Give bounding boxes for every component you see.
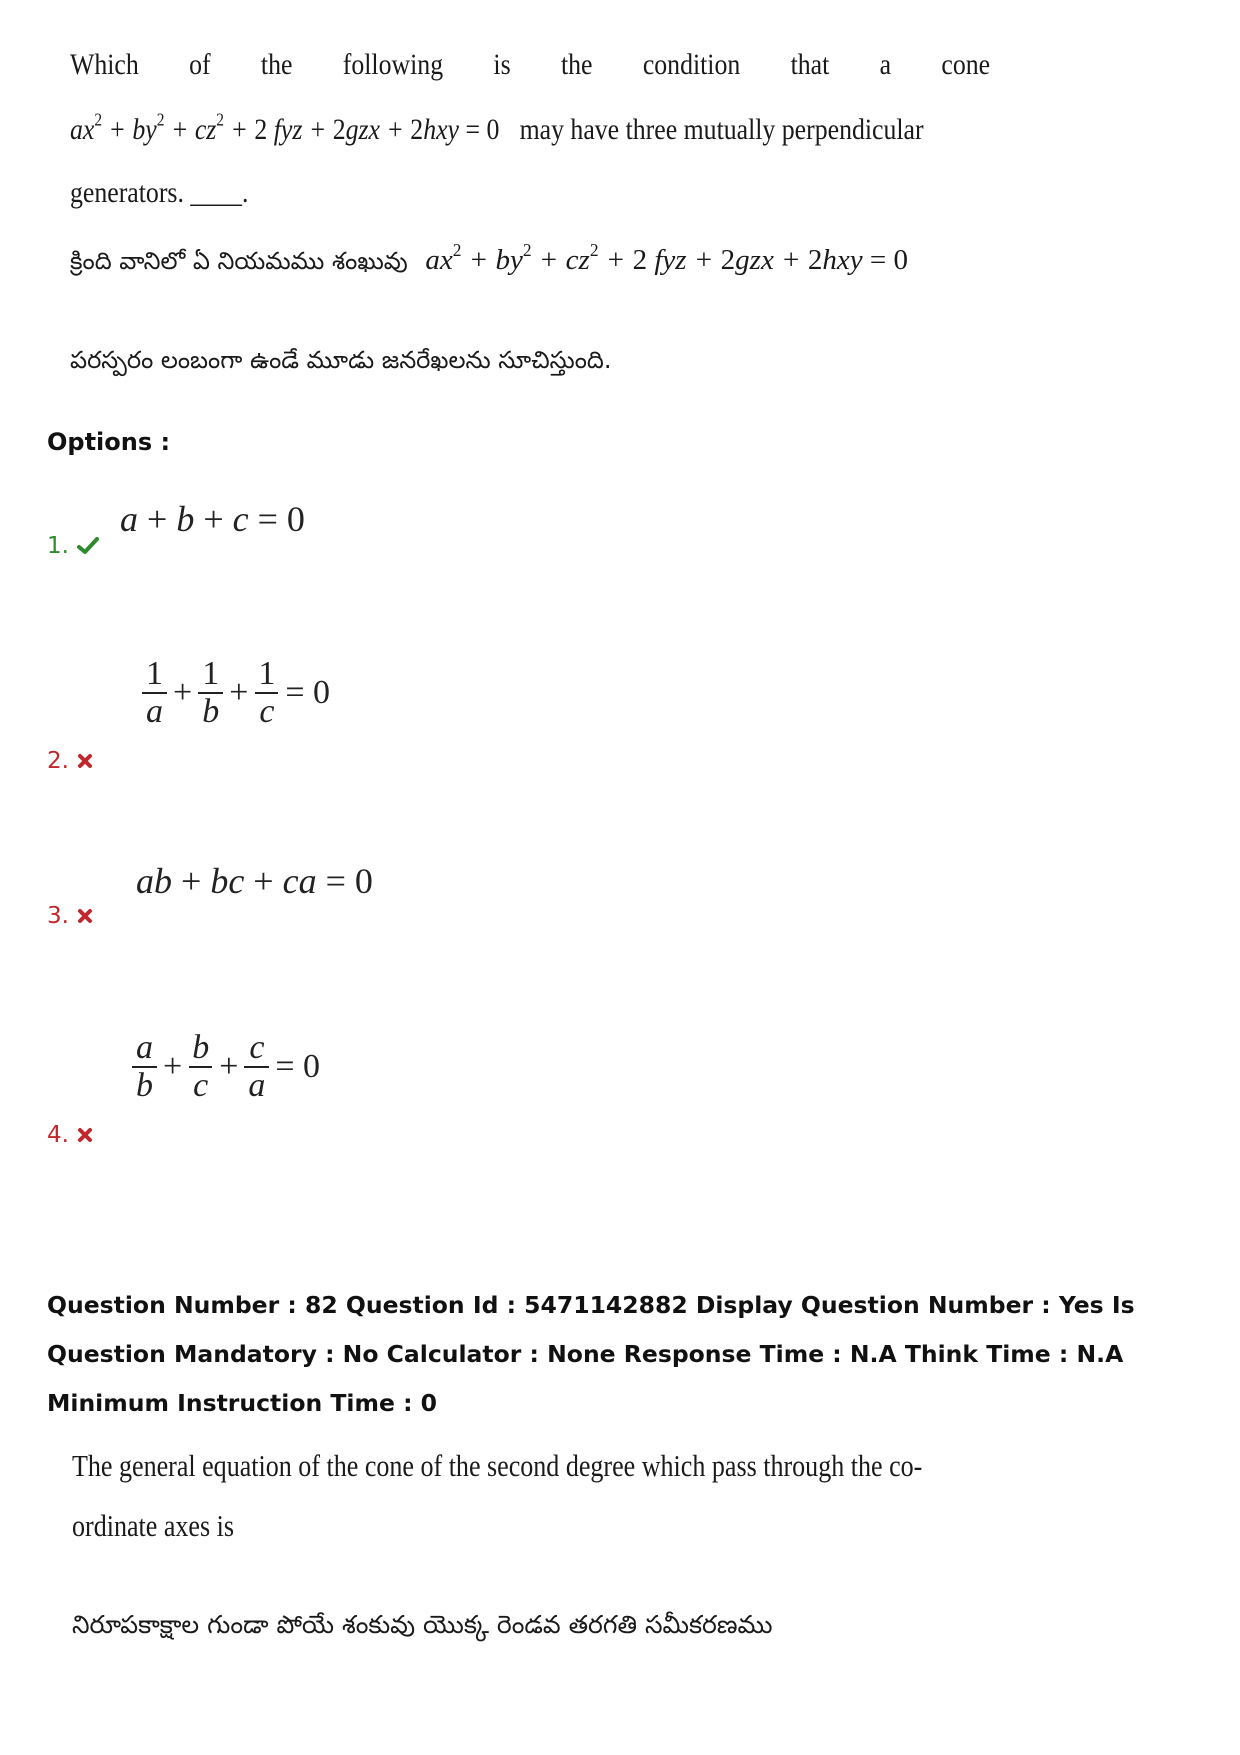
fraction-1-over-c: $\frac{1}{c}$ — [254, 656, 279, 729]
q81-stem-word: is — [493, 48, 511, 81]
fraction-1-over-a: $\frac{1}{a}$ — [142, 656, 167, 729]
option-4-number — [47, 1122, 93, 1148]
q81-stem-word: Which — [70, 48, 139, 81]
q81-stem-word: following — [342, 48, 444, 81]
q81-stem-line-2 — [70, 109, 924, 147]
fraction-1-over-b: $\frac{1}{b}$ — [198, 656, 223, 729]
question-82-metadata: Question Number : 82 Question Id : 5471142882 Display Question Number : Yes Is Question Mandatory : No Calculator : None Response Time : N.A Think Time : N.A Minimum Instruction Time : 0 — [47, 1291, 1135, 1417]
cross-icon — [77, 1127, 93, 1143]
option-3-label: 3. — [47, 903, 69, 929]
cone-equation: $ax^2 + by^2 + cz^2 + 2$ fyz + 2gzx + 2hxy = 0 — [70, 109, 500, 146]
q81-stem-word: the — [260, 48, 293, 81]
q81-telugu-line-2: పరస్పరం లంబంగా ఉండే మూడు జనరేఖలను సూచిస్తుంది. — [70, 346, 612, 374]
option-4-expression: $\frac{a}{b}$ + $\frac{b}{c}$ + $\frac{c}{a}$ = 0 — [130, 1030, 324, 1103]
q81-stem-word: cone — [941, 48, 991, 81]
q81-stem-word: the — [560, 48, 593, 81]
option-4-label: 4. — [47, 1122, 69, 1148]
cone-equation-telugu: $ax^2 + by^2 + cz^2 + 2$ fyz + 2gzx + 2hxy = 0 — [425, 239, 908, 276]
option-2-label: 2. — [47, 748, 69, 774]
options-label: Options : — [47, 428, 171, 456]
fraction-c-over-a: $\frac{c}{a}$ — [244, 1030, 269, 1103]
option-1-expression: a + b + c = 0 — [120, 499, 305, 539]
q82-stem-line-2: ordinate axes is — [72, 1508, 234, 1543]
q81-stem-word: condition — [642, 48, 741, 81]
q82-telugu-line: నిరూపకాక్షాల గుండా పోయే శంకువు యొక్క రెండవ తరగతి సమీకరణము — [72, 1610, 773, 1639]
q81-telugu-line-1 — [70, 239, 908, 281]
option-2-expression: $\frac{1}{a}$ + $\frac{1}{b}$ + $\frac{1}{c}$ = 0 — [140, 656, 334, 729]
check-icon — [77, 537, 99, 555]
q81-stem-line-2-text: may have three mutually perpendicular — [519, 113, 924, 146]
q81-telugu-line-1-text: క్రింది వానిలో ఏ నియమము శంఖువు — [70, 247, 408, 275]
q81-stem-line-1 — [70, 48, 990, 82]
option-2-number — [47, 748, 93, 774]
cross-icon — [77, 753, 93, 769]
fraction-b-over-c: $\frac{b}{c}$ — [188, 1030, 213, 1103]
option-3-expression: ab + bc + ca = 0 — [136, 861, 373, 901]
q81-stem-words — [70, 48, 990, 82]
option-1-label: 1. — [47, 533, 69, 559]
q81-stem-line-3: generators. ____. — [70, 176, 249, 209]
q81-stem-word: of — [189, 48, 211, 81]
q81-stem-word: a — [879, 48, 892, 81]
q81-stem-word: that — [790, 48, 830, 81]
cross-icon — [77, 908, 93, 924]
option-3-number — [47, 903, 93, 929]
option-1-number — [47, 533, 99, 559]
fraction-a-over-b: $\frac{a}{b}$ — [132, 1030, 157, 1103]
q82-stem-line-1: The general equation of the cone of the second degree which pass through the co- — [72, 1448, 923, 1483]
